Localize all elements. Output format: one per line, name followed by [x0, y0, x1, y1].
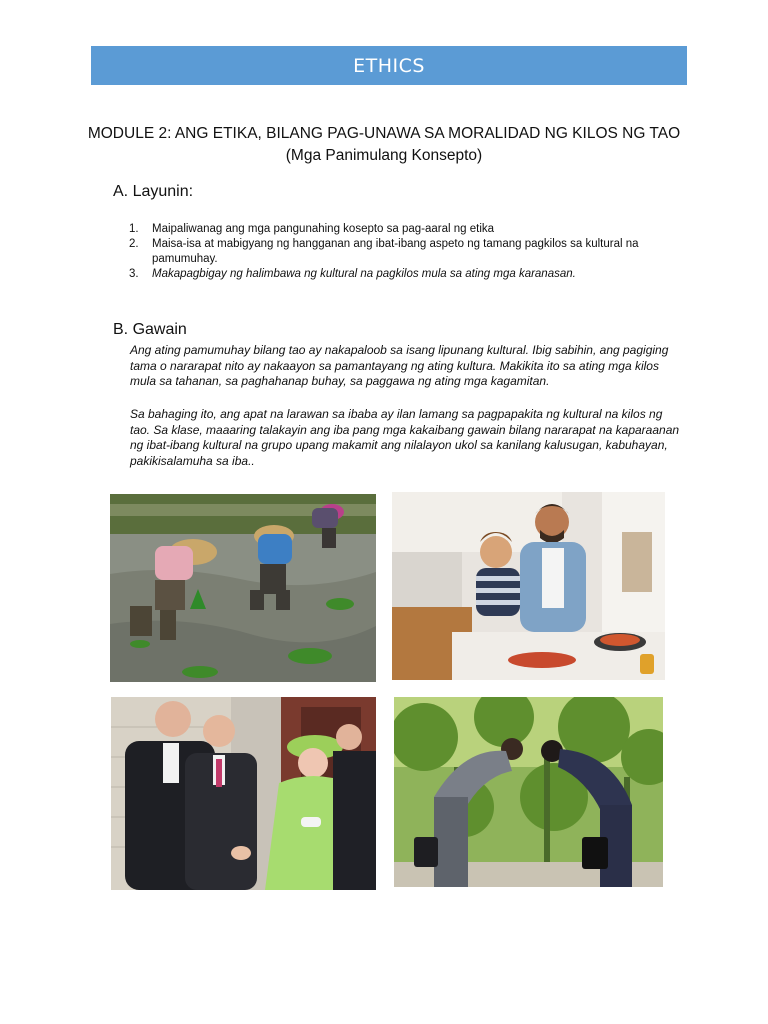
banner-title: ETHICS [353, 54, 425, 77]
objectives-list [129, 222, 649, 282]
section-a-heading: A. Layunin: [113, 183, 194, 200]
list-item: 1. Maipaliwanag ang mga pangunahing kosepto sa pag-aaral ng etika [129, 223, 495, 235]
cooking-family-photo [392, 492, 665, 680]
module-subtitle: (Mga Panimulang Konsepto) [285, 147, 483, 164]
section-b-heading: B. Gawain [113, 321, 187, 338]
rice-planting-photo [110, 494, 376, 682]
handshake-photo [111, 697, 376, 890]
list-item: 2. Maisa-isa at mabigyang ng hangganan ang ibat-ibang aspeto ng tamang pagkilos sa kultural na pamumuhay. [129, 238, 639, 265]
list-item: 3. Makapagbigay ng halimbawa ng kultural na pagkilos mula sa ating mga karanasan. [129, 268, 576, 280]
module-title: MODULE 2: ANG ETIKA, BILANG PAG-UNAWA SA MORALIDAD NG KILOS NG TAO [87, 125, 681, 142]
paragraph-culture: Ang ating pamumuhay bilang tao ay nakapaloob sa isang lipunang kultural. Ibig sabihin, ang pagiging tama o nararapat nito ay nakaayon sa pamantayang ng ating kultura. Makikita ito sa ating mga kilos mula sa tahanan, sa paghahanap buhay, sa paggawa ng ating mga kagamitan. [130, 343, 669, 389]
bowing-photo [394, 697, 663, 887]
ethics-banner [91, 46, 687, 85]
paragraph-activity: Sa bahaging ito, ang apat na larawan sa ibaba ay ilan lamang sa pagpapakita ng kultural na kilos ng tao. Sa klase, maaaring talakayin ang iba pang mga kakaibang gawain bilang nararapat na kaparaanan ng ibat-ibang kultural na grupo upang makamit ang nilalayon ukol sa kanilang kalusugan, kabuhayan, pakikisalamuha sa iba.. [130, 407, 680, 468]
